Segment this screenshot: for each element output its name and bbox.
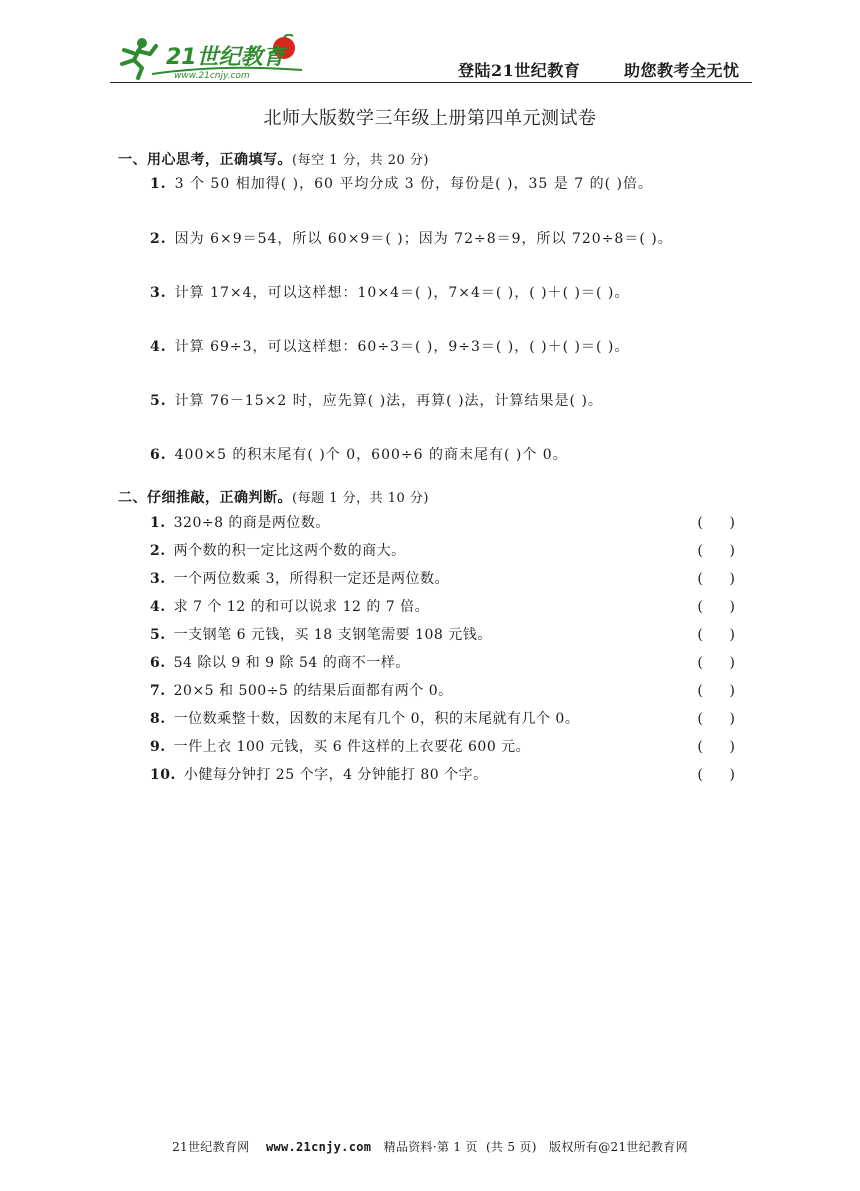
item-text: 一支钢笔 6 元钱，买 18 支钢笔需要 108 元钱。: [173, 627, 492, 643]
footer-left: 21世纪教育网: [172, 1140, 250, 1154]
item-text: 一个两位数乘 3，所得积一定还是两位数。: [173, 571, 449, 587]
answer-bracket[interactable]: ( ): [697, 683, 735, 699]
section-2-title: 二、仔细推敲，正确判断。: [118, 490, 292, 506]
item-number: 4.: [150, 599, 166, 615]
section-1-title: 一、用心思考，正确填写。: [118, 152, 292, 168]
header-divider: [110, 82, 752, 83]
judge-item: [150, 677, 735, 705]
judge-item: [150, 593, 735, 621]
item-text: 一位数乘整十数，因数的末尾有几个 0，积的末尾就有几个 0。: [173, 711, 580, 727]
item-number: 5.: [150, 627, 166, 643]
question-number: 2.: [150, 231, 167, 247]
section-2-heading: [118, 487, 429, 507]
fill-question: [150, 441, 725, 469]
site-logo[interactable]: [112, 34, 312, 80]
question-number: 1.: [150, 176, 167, 192]
question-text: 3 个 50 相加得( )，60 平均分成 3 份，每份是( )，35 是 7 的( )倍。: [174, 176, 653, 192]
item-text: 两个数的积一定比这两个数的商大。: [173, 543, 406, 559]
logo-text: 21世纪教育: [166, 45, 285, 70]
question-number: 4.: [150, 339, 167, 355]
item-text: 54 除以 9 和 9 除 54 的商不一样。: [173, 655, 410, 671]
fill-question: [150, 170, 725, 198]
question-number: 6.: [150, 447, 167, 463]
section-2-note: (每题 1 分，共 10 分): [292, 491, 429, 506]
item-number: 10.: [150, 767, 176, 783]
answer-bracket[interactable]: ( ): [697, 655, 735, 671]
answer-bracket[interactable]: ( ): [697, 543, 735, 559]
answer-bracket[interactable]: ( ): [697, 515, 735, 531]
fill-question: [150, 225, 725, 253]
answer-bracket[interactable]: ( ): [697, 571, 735, 587]
header-slogan-left: 登陆21世纪教育: [458, 61, 581, 80]
item-number: 3.: [150, 571, 166, 587]
item-number: 6.: [150, 655, 166, 671]
item-text: 小健每分钟打 25 个字，4 分钟能打 80 个字。: [183, 767, 488, 783]
question-text: 400×5 的积末尾有( )个 0，600÷6 的商末尾有( )个 0。: [174, 447, 568, 463]
logo-graphic: [112, 34, 312, 80]
question-text: 计算 76－15×2 时，应先算( )法，再算( )法，计算结果是( )。: [174, 393, 603, 409]
item-number: 9.: [150, 739, 166, 755]
page-title: 北师大版数学三年级上册第四单元测试卷: [263, 108, 597, 129]
question-text: 计算 17×4，可以这样想：10×4＝( )，7×4＝( )，( )＋( )＝( )。: [174, 285, 630, 301]
item-text: 320÷8 的商是两位数。: [173, 515, 330, 531]
answer-bracket[interactable]: ( ): [697, 627, 735, 643]
judge-item: [150, 649, 735, 677]
question-number: 3.: [150, 285, 167, 301]
item-number: 2.: [150, 543, 166, 559]
item-text: 20×5 和 500÷5 的结果后面都有两个 0。: [173, 683, 453, 699]
item-number: 1.: [150, 515, 166, 531]
judge-item: [150, 761, 735, 789]
question-number: 5.: [150, 393, 167, 409]
fill-question: [150, 387, 725, 415]
question-text: 计算 69÷3，可以这样想：60÷3＝( )，9÷3＝( )，( )＋( )＝( )。: [174, 339, 630, 355]
footer-copyright: 版权所有@21世纪教育网: [549, 1140, 688, 1154]
question-text: 因为 6×9＝54，所以 60×9＝( )；因为 72÷8＝9，所以 720÷8＝( )。: [174, 231, 673, 247]
judge-item: [150, 509, 735, 537]
item-number: 7.: [150, 683, 166, 699]
judge-item: [150, 705, 735, 733]
page-footer: [0, 1138, 860, 1155]
answer-bracket[interactable]: ( ): [697, 767, 735, 783]
section-1-note: (每空 1 分，共 20 分): [292, 153, 429, 168]
logo-url: www.21cnjy.com: [174, 71, 250, 80]
header-slogan-right: 助您教考全无忧: [624, 61, 740, 80]
section-1-heading: [118, 149, 429, 169]
answer-bracket[interactable]: ( ): [697, 711, 735, 727]
page-header: [0, 0, 860, 90]
judge-item: [150, 537, 735, 565]
answer-bracket[interactable]: ( ): [697, 739, 735, 755]
item-text: 求 7 个 12 的和可以说求 12 的 7 倍。: [173, 599, 430, 615]
judge-item: [150, 621, 735, 649]
judge-item: [150, 565, 735, 593]
fill-question: [150, 279, 725, 307]
item-text: 一件上衣 100 元钱，买 6 件这样的上衣要花 600 元。: [173, 739, 531, 755]
footer-site-link[interactable]: www.21cnjy.com: [265, 1140, 372, 1154]
answer-bracket[interactable]: ( ): [697, 599, 735, 615]
judge-item: [150, 733, 735, 761]
fill-question: [150, 333, 725, 361]
item-number: 8.: [150, 711, 166, 727]
footer-page-info: 精品资料·第 1 页 (共 5 页): [383, 1140, 537, 1154]
